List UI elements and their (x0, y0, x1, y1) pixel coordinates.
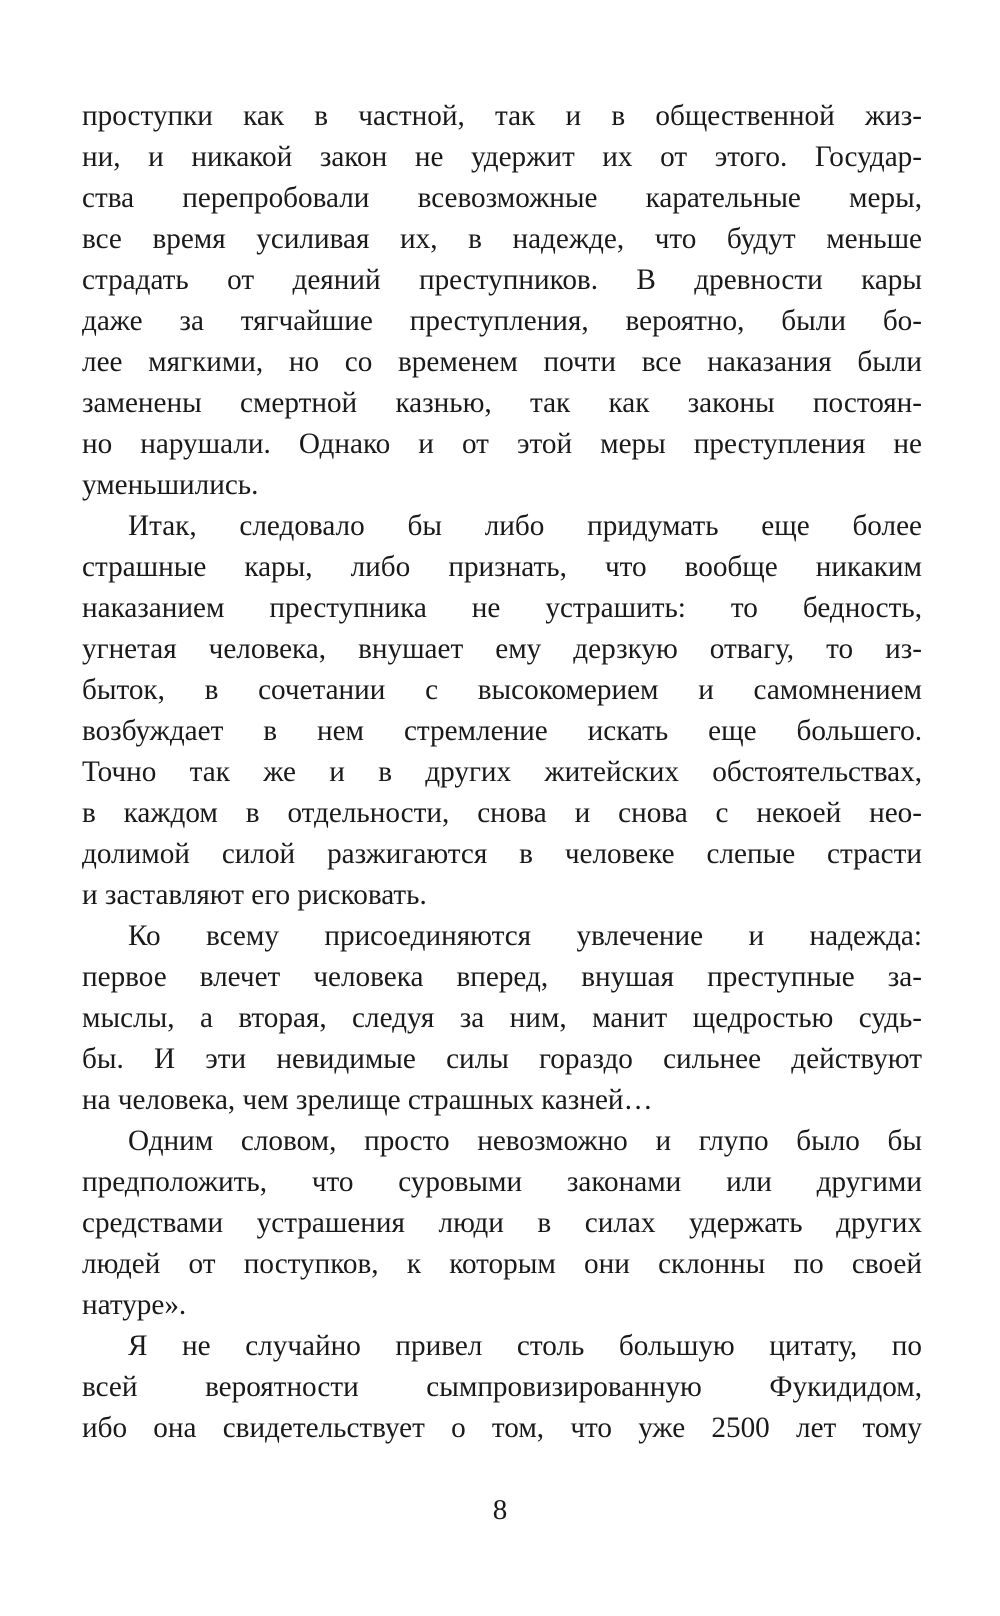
text-line: натуре». (82, 1289, 187, 1321)
text-line: Одним словом, просто невозможно и глупо было бы (128, 1125, 922, 1157)
page-number: 8 (492, 1494, 508, 1526)
text-line: ства перепробовали всевозможные карательные меры, (82, 182, 922, 214)
text-line: всей вероятности сымпровизированную Фукидидом, (82, 1371, 922, 1403)
text-line: бы. И эти невидимые силы гораздо сильнее действуют (82, 1043, 922, 1075)
text-line: мыслы, а вторая, следуя за ним, манит щедростью судь- (82, 1002, 922, 1034)
text-line: и заставляют его рисковать. (82, 879, 427, 911)
text-line: средствами устрашения люди в силах удержать других (82, 1207, 922, 1239)
text-line: в каждом в отдельности, снова и снова с некоей нео- (82, 797, 922, 829)
paragraph (82, 916, 922, 1121)
text-line: даже за тягчайшие преступления, вероятно, были бо- (82, 305, 922, 337)
text-line: наказанием преступника не устрашить: то бедность, (82, 592, 922, 624)
text-line: быток, в сочетании с высокомерием и самомнением (82, 674, 922, 706)
text-line: угнетая человека, внушает ему дерзкую отвагу, то из- (82, 633, 922, 665)
text-line: но нарушали. Однако и от этой меры преступления не (82, 428, 922, 460)
paragraph (82, 1326, 922, 1449)
text-line: все время усиливая их, в надежде, что будут меньше (82, 223, 922, 255)
text-line: заменены смертной казнью, так как законы постоян- (82, 387, 922, 419)
text-line: первое влечет человека вперед, внушая преступные за- (82, 961, 922, 993)
text-line: уменьшились. (82, 469, 259, 501)
text-line: людей от поступков, к которым они склонны по своей (82, 1248, 922, 1280)
paragraph (82, 96, 922, 506)
text-line: ибо она свидетельствует о том, что уже 2500 лет тому (82, 1412, 922, 1444)
text-line: предположить, что суровыми законами или другими (82, 1166, 922, 1198)
paragraph (82, 506, 922, 916)
text-line: страдать от деяний преступников. В древности кары (82, 264, 922, 296)
text-line: страшные кары, либо признать, что вообще никаким (82, 551, 922, 583)
paragraph (82, 1121, 922, 1326)
text-line: Ко всему присоединяются увлечение и надежда: (128, 920, 922, 952)
text-line: Я не случайно привел столь большую цитату, по (128, 1330, 922, 1362)
text-line: возбуждает в нем стремление искать еще большего. (82, 715, 922, 747)
body-text (82, 96, 922, 1449)
text-line: Точно так же и в других житейских обстоятельствах, (82, 756, 922, 788)
text-line: долимой силой разжигаются в человеке слепые страсти (82, 838, 922, 870)
text-line: Итак, следовало бы либо придумать еще более (128, 510, 922, 542)
text-line: на человека, чем зрелище страшных казней… (82, 1084, 653, 1116)
text-line: проступки как в частной, так и в общественной жиз- (82, 100, 922, 132)
text-line: ни, и никакой закон не удержит их от этого. Государ- (82, 141, 922, 173)
text-line: лее мягкими, но со временем почти все наказания были (82, 346, 922, 378)
